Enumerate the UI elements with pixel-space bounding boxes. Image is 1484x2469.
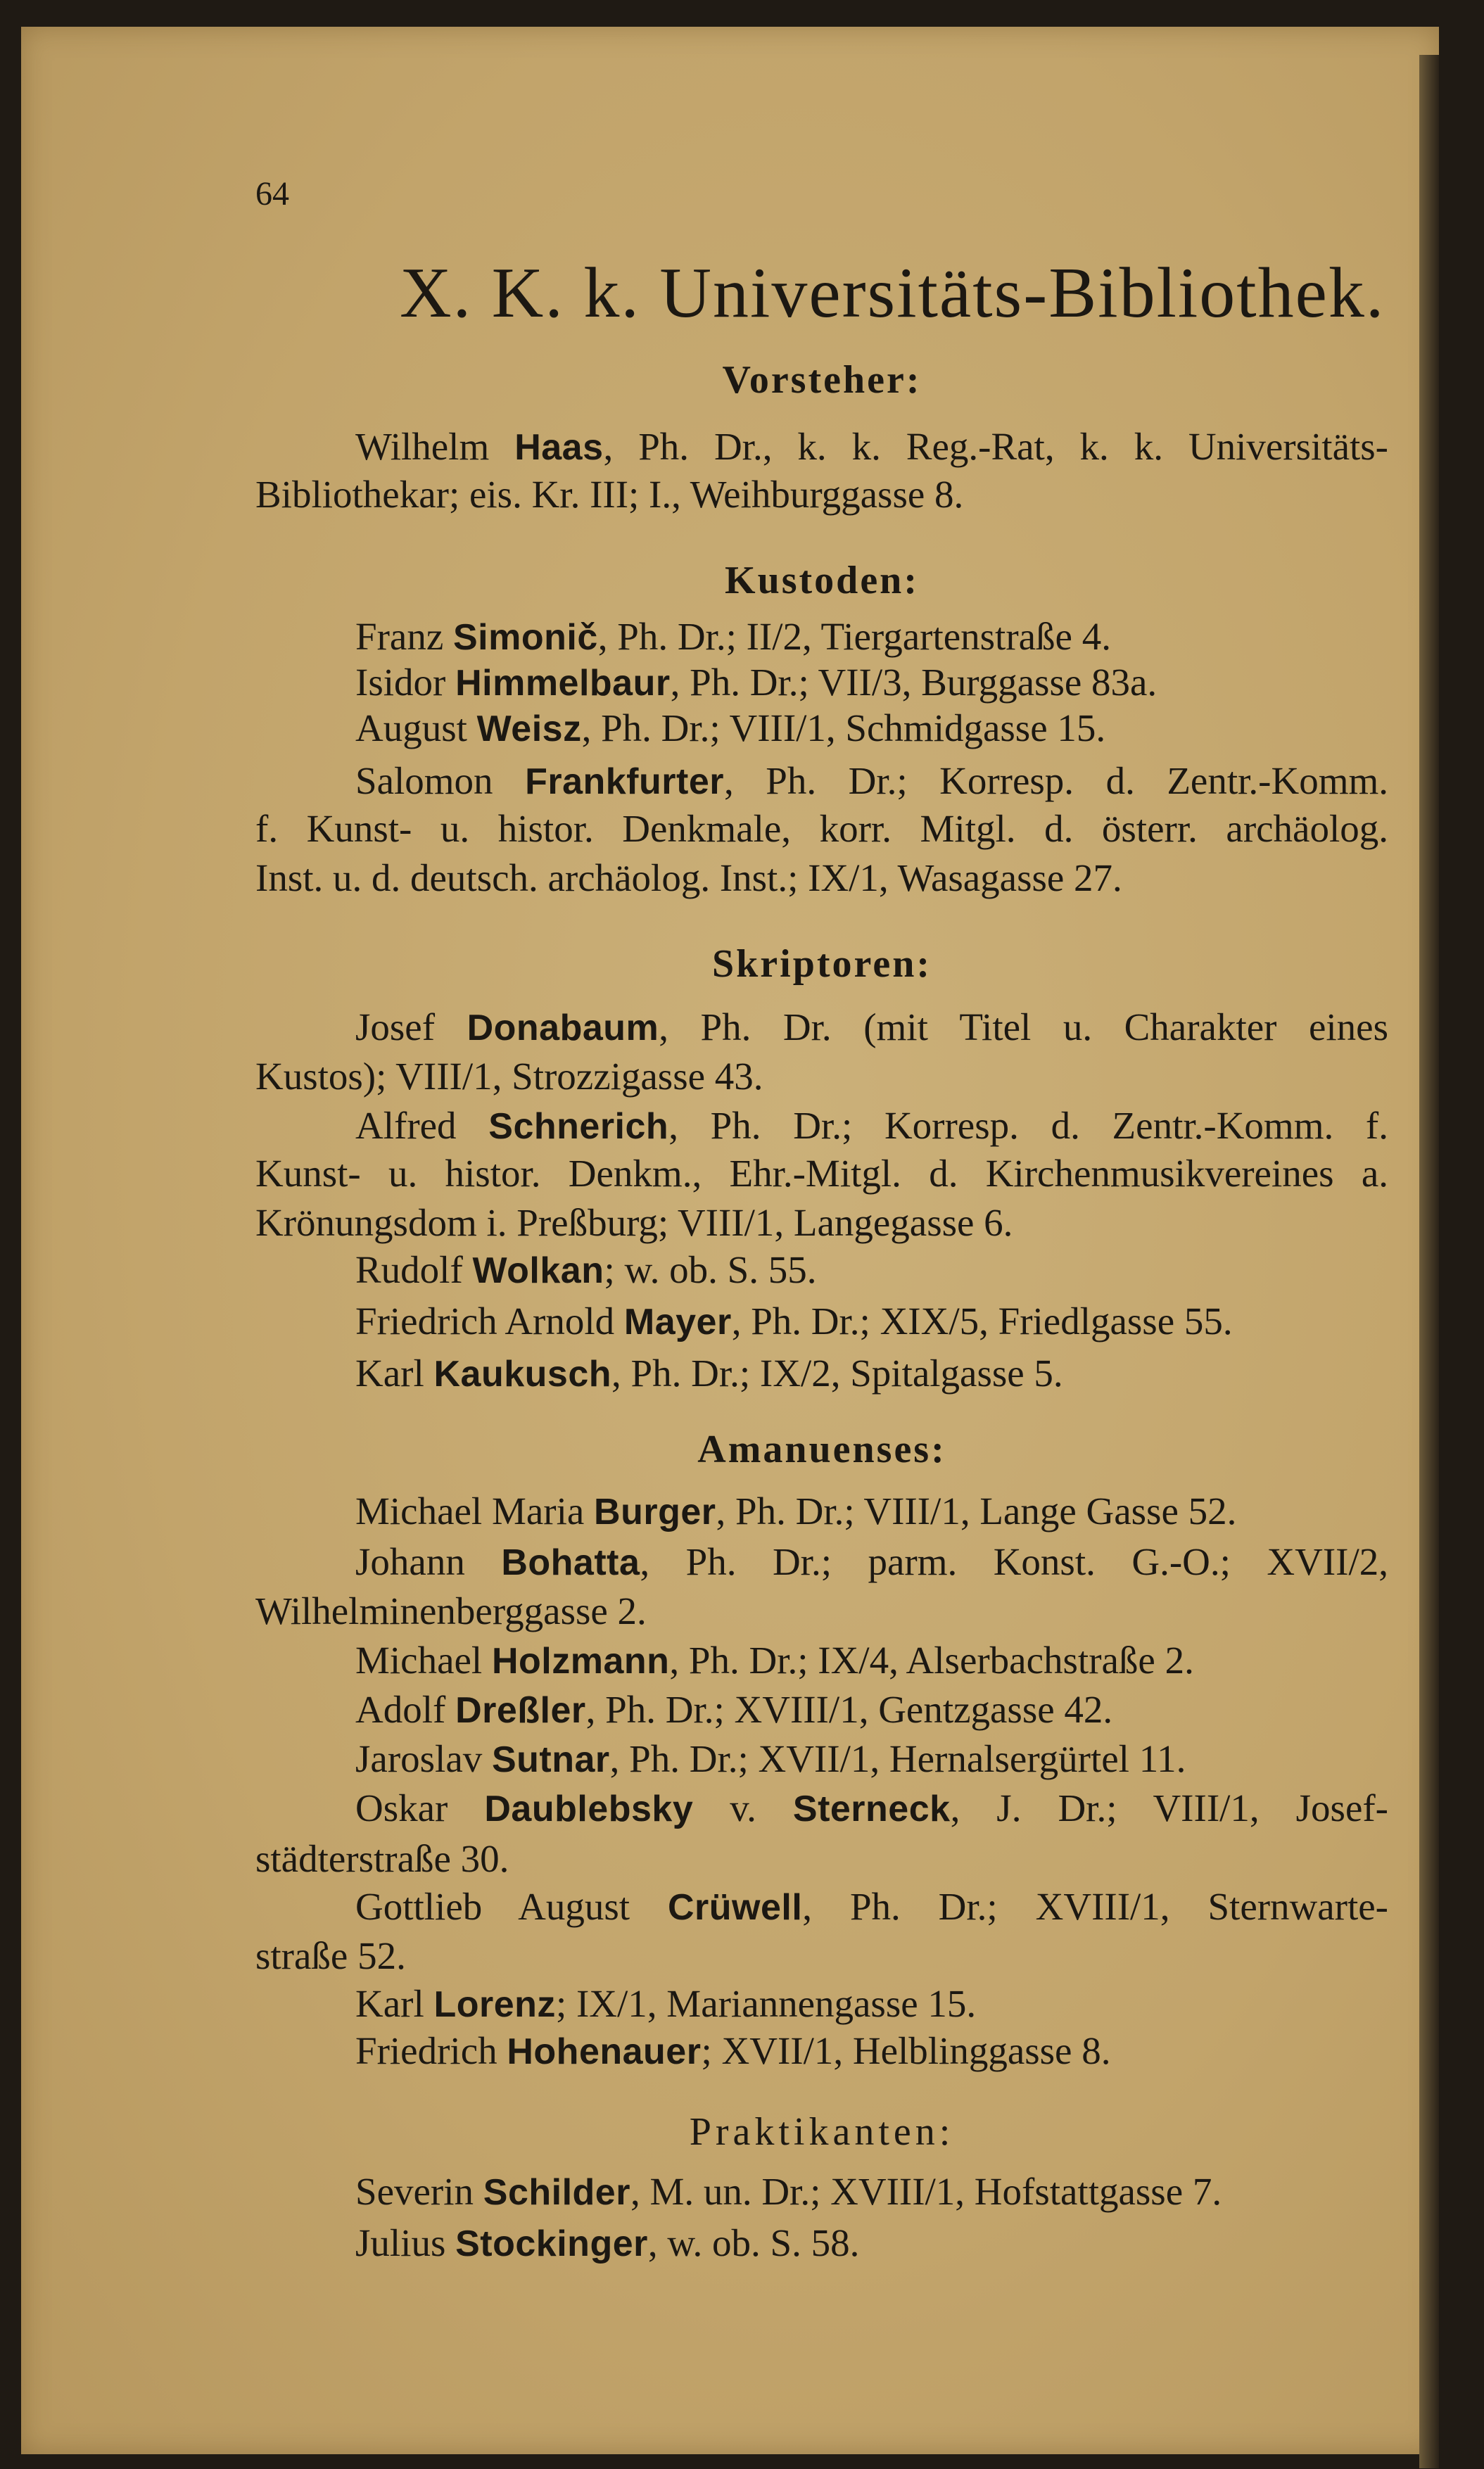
- surname: Holzmann: [491, 1641, 670, 1682]
- surname: Lorenz: [433, 1984, 556, 2025]
- entry-line: Johann Bohatta, Ph. Dr.; parm. Konst. G.-O.; XVII/2,: [355, 1540, 1388, 1583]
- entry-line: Wilhelminenberggasse 2.: [255, 1589, 647, 1632]
- entry-line: Oskar Daublebsky v. Sterneck, J. Dr.; VIII/1, Josef-: [355, 1786, 1388, 1829]
- surname: Kaukusch: [433, 1354, 612, 1395]
- entry-line: Julius Stockinger, w. ob. S. 58.: [355, 2221, 860, 2264]
- entry-line: f. Kunst- u. histor. Denkmale, korr. Mitgl. d. österr. archäolog.: [255, 807, 1388, 850]
- entry-line: Rudolf Wolkan; w. ob. S. 55.: [355, 1248, 817, 1291]
- surname: Simonič: [452, 617, 598, 658]
- entry-line: August Weisz, Ph. Dr.; VIII/1, Schmidgasse 15.: [355, 706, 1106, 749]
- surname: Himmelbaur: [455, 663, 671, 704]
- entry-line: städterstraße 30.: [255, 1837, 509, 1880]
- surname: Frankfurter: [525, 761, 724, 802]
- entry-line: Severin Schilder, M. un. Dr.; XVIII/1, Hofstattgasse 7.: [355, 2170, 1222, 2213]
- heading-praktikanten: Praktikanten:: [689, 2110, 955, 2154]
- surname: Donabaum: [467, 1008, 659, 1048]
- entry-line: Karl Kaukusch, Ph. Dr.; IX/2, Spitalgasse 5.: [355, 1352, 1063, 1395]
- page-title: X. K. k. Universitäts-Bibliothek.: [400, 253, 1385, 333]
- surname: Mayer: [623, 1302, 732, 1343]
- surname: Hohenauer: [507, 2031, 702, 2072]
- entry-line: Inst. u. d. deutsch. archäolog. Inst.; IX/1, Wasagasse 27.: [255, 856, 1122, 899]
- surname: Dreßler: [455, 1690, 586, 1731]
- surname: Schnerich: [488, 1106, 669, 1147]
- surname: Crüwell: [667, 1887, 803, 1928]
- surname: Schilder: [483, 2172, 630, 2213]
- surname: Daublebsky: [484, 1789, 694, 1829]
- entry-line: Kustos); VIII/1, Strozzigasse 43.: [255, 1055, 763, 1098]
- page-number: 64: [255, 175, 289, 212]
- entry-line: Gottlieb August Crüwell, Ph. Dr.; XVIII/1, Sternwarte-: [355, 1885, 1389, 1928]
- heading-skriptoren: Skriptoren:: [712, 942, 932, 986]
- entry-line: Michael Holzmann, Ph. Dr.; IX/4, Alserbachstraße 2.: [355, 1639, 1194, 1682]
- surname: Burger: [594, 1492, 716, 1532]
- surname: Sterneck: [792, 1789, 951, 1829]
- heading-vorsteher: Vorsteher:: [722, 358, 922, 402]
- heading-kustoden: Kustoden:: [725, 559, 919, 602]
- entry-line: Jaroslav Sutnar, Ph. Dr.; XVII/1, Hernalsergürtel 11.: [355, 1737, 1186, 1780]
- surname: Sutnar: [491, 1739, 610, 1780]
- entry-line: Wilhelm Haas, Ph. Dr., k. k. Reg.-Rat, k. k. Universitäts-: [355, 425, 1388, 468]
- heading-amanuenses: Amanuenses:: [697, 1428, 946, 1471]
- entry-line: Adolf Dreßler, Ph. Dr.; XVIII/1, Gentzgasse 42.: [355, 1688, 1113, 1731]
- surname: Wolkan: [472, 1250, 604, 1291]
- entry-line: Kunst- u. histor. Denkm., Ehr.-Mitgl. d. Kirchenmusikvereines a.: [255, 1152, 1388, 1195]
- entry-line: Josef Donabaum, Ph. Dr. (mit Titel u. Charakter eines: [355, 1005, 1388, 1048]
- entry-line: Bibliothekar; eis. Kr. III; I., Weihburggasse 8.: [255, 473, 964, 516]
- entry-line: Alfred Schnerich, Ph. Dr.; Korresp. d. Zentr.-Komm. f.: [355, 1104, 1389, 1147]
- entry-line: straße 52.: [255, 1934, 406, 1977]
- page-edge: [1419, 55, 1439, 2468]
- surname: Haas: [514, 427, 604, 468]
- book-page: [21, 27, 1439, 2454]
- entry-line: Krönungsdom i. Preßburg; VIII/1, Langegasse 6.: [255, 1201, 1013, 1244]
- entry-line: Friedrich Hohenauer; XVII/1, Helblinggasse 8.: [355, 2029, 1111, 2072]
- entry-line: Michael Maria Burger, Ph. Dr.; VIII/1, Lange Gasse 52.: [355, 1490, 1237, 1532]
- entry-line: Franz Simonič, Ph. Dr.; II/2, Tiergartenstraße 4.: [355, 615, 1111, 658]
- surname: Bohatta: [501, 1542, 640, 1583]
- entry-line: Salomon Frankfurter, Ph. Dr.; Korresp. d. Zentr.-Komm.: [355, 759, 1388, 802]
- surname: Weisz: [476, 709, 582, 749]
- entry-line: Friedrich Arnold Mayer, Ph. Dr.; XIX/5, Friedlgasse 55.: [355, 1300, 1233, 1343]
- entry-line: Karl Lorenz; IX/1, Mariannengasse 15.: [355, 1982, 977, 2025]
- surname: Stockinger: [455, 2223, 648, 2264]
- entry-line: Isidor Himmelbaur, Ph. Dr.; VII/3, Burggasse 83a.: [355, 661, 1158, 704]
